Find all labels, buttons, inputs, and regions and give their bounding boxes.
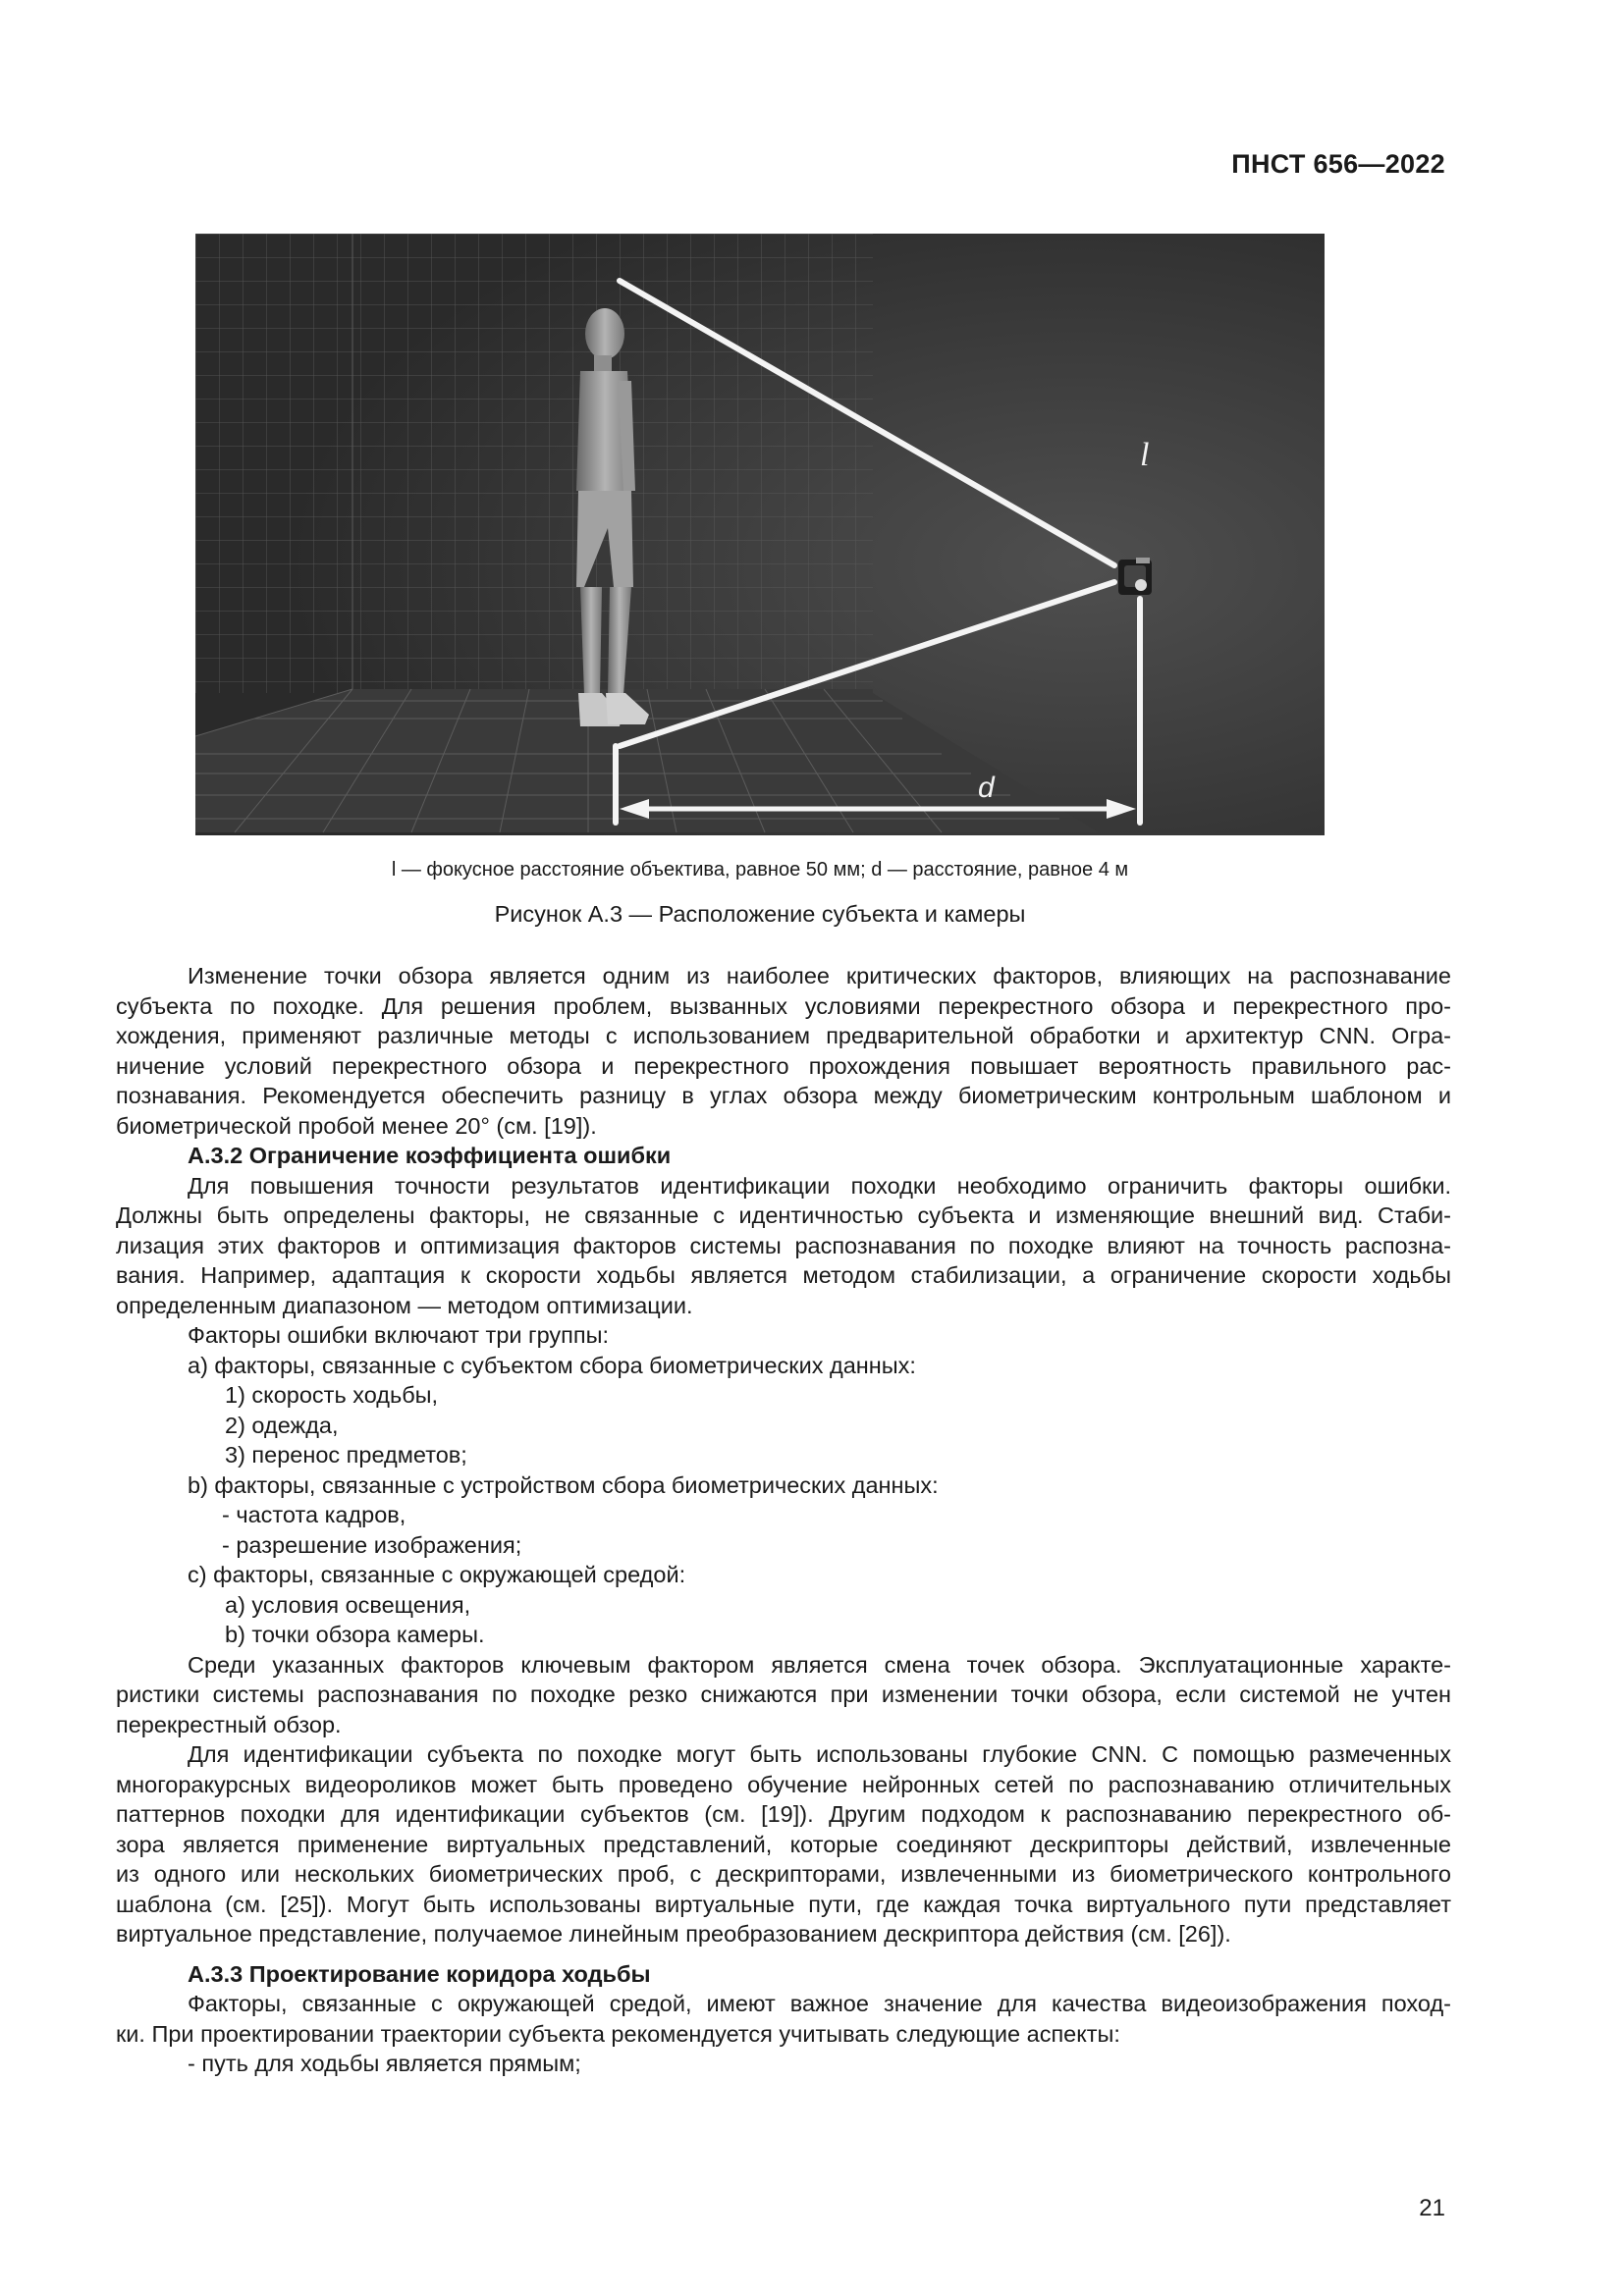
back-wall-grid	[195, 234, 873, 693]
paragraph-line: виртуальное представление, получаемое линейным преобразованием дескриптора действия (см. [26]).	[116, 1921, 1231, 1947]
paragraph-line: перекрестный обзор.	[116, 1711, 342, 1737]
paragraph-line: зора является применение виртуальных представлений, которые соединяют дескрипторы действий, извлеченные	[116, 1831, 1451, 1857]
paragraph-line: определенным диапазоном — методом оптимизации.	[116, 1292, 693, 1318]
document-id: ПНСТ 656—2022	[1231, 149, 1445, 179]
paragraph-line: многоракурсных видеороликов может быть проведено обучение нейронных сетей по распознаванию отличительных	[116, 1771, 1451, 1797]
paragraph-line: шаблона (см. [25]). Могут быть использованы виртуальные пути, где каждая точка виртуального пути представляет	[116, 1891, 1451, 1917]
label-l: l	[1140, 437, 1150, 473]
list-item: a) факторы, связанные с субъектом сбора биометрических данных:	[188, 1352, 916, 1378]
paragraph-line: познавания. Рекомендуется обеспечить разницу в углах обзора между биометрическим контрольным шаблоном и	[116, 1083, 1451, 1108]
section-heading-a32: А.3.2 Ограничение коэффициента ошибки	[188, 1143, 672, 1168]
list-item: - путь для ходьбы является прямым;	[188, 2051, 581, 2076]
paragraph-line: Для повышения точности результатов идентификации походки необходимо ограничить факторы ошибки.	[188, 1172, 1451, 1199]
paragraph-line: лизация этих факторов и оптимизация факторов системы распознавания по походке влияют на точность распозна-	[116, 1232, 1451, 1258]
list-item: 2) одежда,	[225, 1412, 339, 1438]
list-item: - разрешение изображения;	[222, 1531, 522, 1558]
paragraph-line: вания. Например, адаптация к скорости ходьбы является методом стабилизации, а ограничение скорости ходьбы	[116, 1262, 1451, 1288]
figure-illustration	[195, 234, 1325, 835]
list-item: b) точки обзора камеры.	[225, 1622, 485, 1647]
paragraph-line: ки. При проектировании траектории субъекта рекомендуется учитывать следующие аспекты:	[116, 2020, 1120, 2047]
list-intro: Факторы ошибки включают три группы:	[188, 1322, 610, 1348]
label-d: d	[978, 772, 995, 804]
figure-legend: l — фокусное расстояние объектива, равное 50 мм; d — расстояние, равное 4 м	[391, 859, 1129, 881]
page-number: 21	[1419, 2195, 1445, 2221]
paragraph-line: из одного или нескольких биометрических проб, с дескрипторами, извлеченными из биометрического контрольного	[116, 1861, 1451, 1887]
camera-icon	[1118, 558, 1152, 595]
paragraph-line: Изменение точки обзора является одним из наиболее критических факторов, влияющих на распознавание	[188, 963, 1451, 988]
paragraph-line: паттернов походки для идентификации субъектов (см. [19]). Другим подходом к распознаванию перекрестного об-	[116, 1801, 1451, 1827]
paragraph-line: Факторы, связанные с окружающей средой, имеют важное значение для качества видеоизображения поход-	[188, 1991, 1451, 2016]
list-item: 1) скорость ходьбы,	[225, 1382, 439, 1408]
section-heading-a33: А.3.3 Проектирование коридора ходьбы	[188, 1960, 651, 1987]
paragraph-line: ристики системы распознавания по походке резко снижаются при изменении точки обзора, если системой не учтен	[116, 1682, 1451, 1707]
list-item: c) факторы, связанные с окружающей средой:	[188, 1562, 686, 1587]
paragraph-line: ничение условий перекрестного обзора и перекрестного прохождения повышает вероятность правильного рас-	[116, 1052, 1451, 1079]
paragraph-line: биометрической пробой менее 20° (см. [19]).	[116, 1112, 597, 1139]
paragraph-line: Для идентификации субъекта по походке могут быть использованы глубокие CNN. С помощью размеченных	[188, 1741, 1451, 1767]
paragraph-line: субъекта по походке. Для решения проблем, вызванных условиями перекрестного обзора и перекрестного про-	[116, 992, 1451, 1019]
figure-title: Рисунок А.3 — Расположение субъекта и камеры	[494, 901, 1026, 927]
paragraph-line: Должны быть определены факторы, не связанные с идентичностью субъекта и изменяющие внешний вид. Стаби-	[116, 1202, 1451, 1228]
list-item: a) условия освещения,	[225, 1591, 471, 1618]
paragraph-line: Среди указанных факторов ключевым фактором является смена точек обзора. Эксплуатационные характе-	[188, 1651, 1451, 1678]
list-item: 3) перенос предметов;	[225, 1442, 467, 1468]
list-item: - частота кадров,	[222, 1502, 406, 1527]
figure-subject-camera	[195, 234, 1325, 835]
list-item: b) факторы, связанные с устройством сбора биометрических данных:	[188, 1471, 939, 1498]
body-text	[116, 961, 1451, 2079]
paragraph-line: хождения, применяют различные методы с использованием предварительной обработки и архитектур CNN. Огра-	[116, 1023, 1451, 1048]
